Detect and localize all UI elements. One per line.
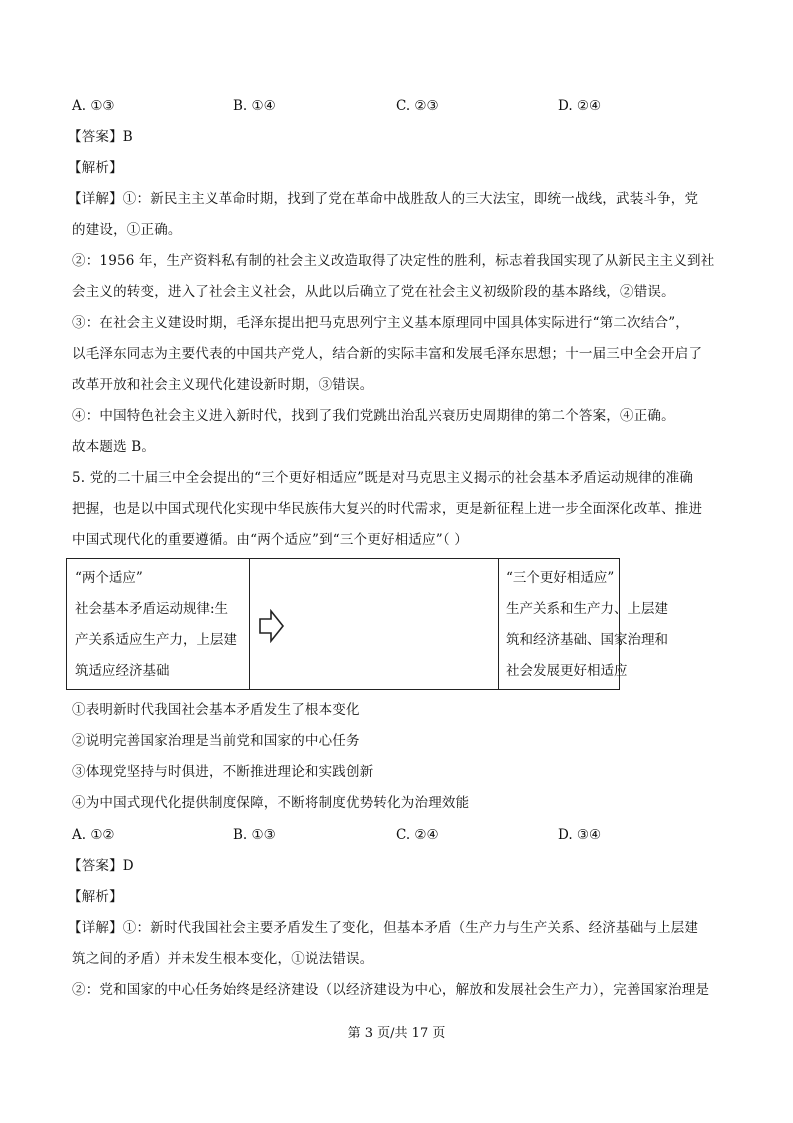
page-number: 第 3 页/共 17 页 bbox=[347, 1026, 446, 1041]
q4-detail-line: 【详解】①：新民主主义革命时期，找到了党在革命中战胜敌人的三大法宝，即统一战线，武装斗争，党 bbox=[68, 191, 699, 207]
right-arrow-icon bbox=[259, 609, 285, 643]
q4-option-a: A. ①③ bbox=[72, 98, 115, 114]
q5-statement: ①表明新时代我国社会基本矛盾发生了根本变化 bbox=[72, 702, 360, 718]
table-right-line: 生产关系和生产力、上层建 bbox=[506, 601, 668, 617]
q4-option-b: B. ①④ bbox=[233, 98, 276, 114]
q5-option-b: B. ①③ bbox=[233, 827, 276, 843]
q5-detail-line: 【详解】①：新时代我国社会主要矛盾发生了变化，但基本矛盾（生产力与生产关系、经济基础与上层建 bbox=[68, 920, 699, 936]
q5-analysis-label: 【解析】 bbox=[68, 889, 123, 905]
q5-option-c: C. ②④ bbox=[396, 827, 439, 843]
table-left-line: 筑适应经济基础 bbox=[75, 663, 170, 679]
q4-detail-line: 故本题选 B。 bbox=[72, 439, 156, 455]
q5-statement: ②说明完善国家治理是当前党和国家的中心任务 bbox=[72, 733, 360, 749]
q4-answer: 【答案】B bbox=[68, 129, 133, 145]
table-left-line: 产关系适应生产力，上层建 bbox=[75, 632, 237, 648]
q5-statement: ④为中国式现代化提供制度保障，不断将制度优势转化为治理效能 bbox=[72, 795, 470, 811]
q5-stem-line: 5. 党的二十届三中全会提出的“三个更好相适应”既是对马克思主义揭示的社会基本矛盾运动规律的准确 bbox=[72, 470, 694, 486]
q5-stem-line: 中国式现代化的重要遵循。由“两个适应”到“三个更好相适应”（ ） bbox=[72, 532, 469, 548]
table-right-line: 筑和经济基础、国家治理和 bbox=[506, 632, 668, 648]
q5-statement: ③体现党坚持与时俱进，不断推进理论和实践创新 bbox=[72, 764, 374, 780]
q4-detail-line: ③：在社会主义建设时期，毛泽东提出把马克思列宁主义基本原理同中国具体实际进行“第二次结合”， bbox=[72, 315, 690, 331]
table-cell-arrow bbox=[250, 559, 499, 689]
q4-detail-line: 改革开放和社会主义现代化建设新时期，③错误。 bbox=[72, 377, 374, 393]
q4-option-c: C. ②③ bbox=[396, 98, 439, 114]
table-cell-two-adaptations bbox=[67, 559, 250, 689]
q4-analysis-label: 【解析】 bbox=[68, 160, 123, 176]
q5-stem-line: 把握，也是以中国式现代化实现中华民族伟大复兴的时代需求，更是新征程上进一步全面深化改革、推进 bbox=[72, 501, 703, 517]
q5-answer: 【答案】D bbox=[68, 858, 134, 874]
q4-detail-line: ②：1956 年，生产资料私有制的社会主义改造取得了决定性的胜利，标志着我国实现了从新民主主义到社 bbox=[72, 253, 715, 269]
q5-option-d: D. ③④ bbox=[558, 827, 602, 843]
q5-detail-line: ②：党和国家的中心任务始终是经济建设（以经济建设为中心，解放和发展社会生产力），完善国家治理是 bbox=[72, 982, 710, 998]
q4-detail-line: 的建设，①正确。 bbox=[72, 222, 182, 238]
q4-option-d: D. ②④ bbox=[558, 98, 602, 114]
q5-option-a: A. ①② bbox=[72, 827, 115, 843]
q5-detail-line: 筑之间的矛盾）并未发生根本变化，①说法错误。 bbox=[72, 951, 374, 967]
q4-detail-line: 以毛泽东同志为主要代表的中国共产党人，结合新的实际丰富和发展毛泽东思想；十一届三中全会开启了 bbox=[72, 346, 703, 362]
table-cell-three-better-adaptations bbox=[499, 559, 668, 689]
table-left-line: 社会基本矛盾运动规律:生 bbox=[75, 601, 229, 617]
q4-detail-line: 会主义的转变，进入了社会主义社会，从此以后确立了党在社会主义初级阶段的基本路线，②错误。 bbox=[72, 284, 675, 300]
q5-comparison-table bbox=[66, 558, 668, 690]
table-right-line: “三个更好相适应” bbox=[506, 570, 615, 586]
q4-detail-line: ④：中国特色社会主义进入新时代，找到了我们党跳出治乱兴衰历史周期律的第二个答案，④正确。 bbox=[72, 408, 675, 424]
table-right-line: 社会发展更好相适应 bbox=[506, 663, 628, 679]
table-left-line: “两个适应” bbox=[75, 570, 143, 586]
